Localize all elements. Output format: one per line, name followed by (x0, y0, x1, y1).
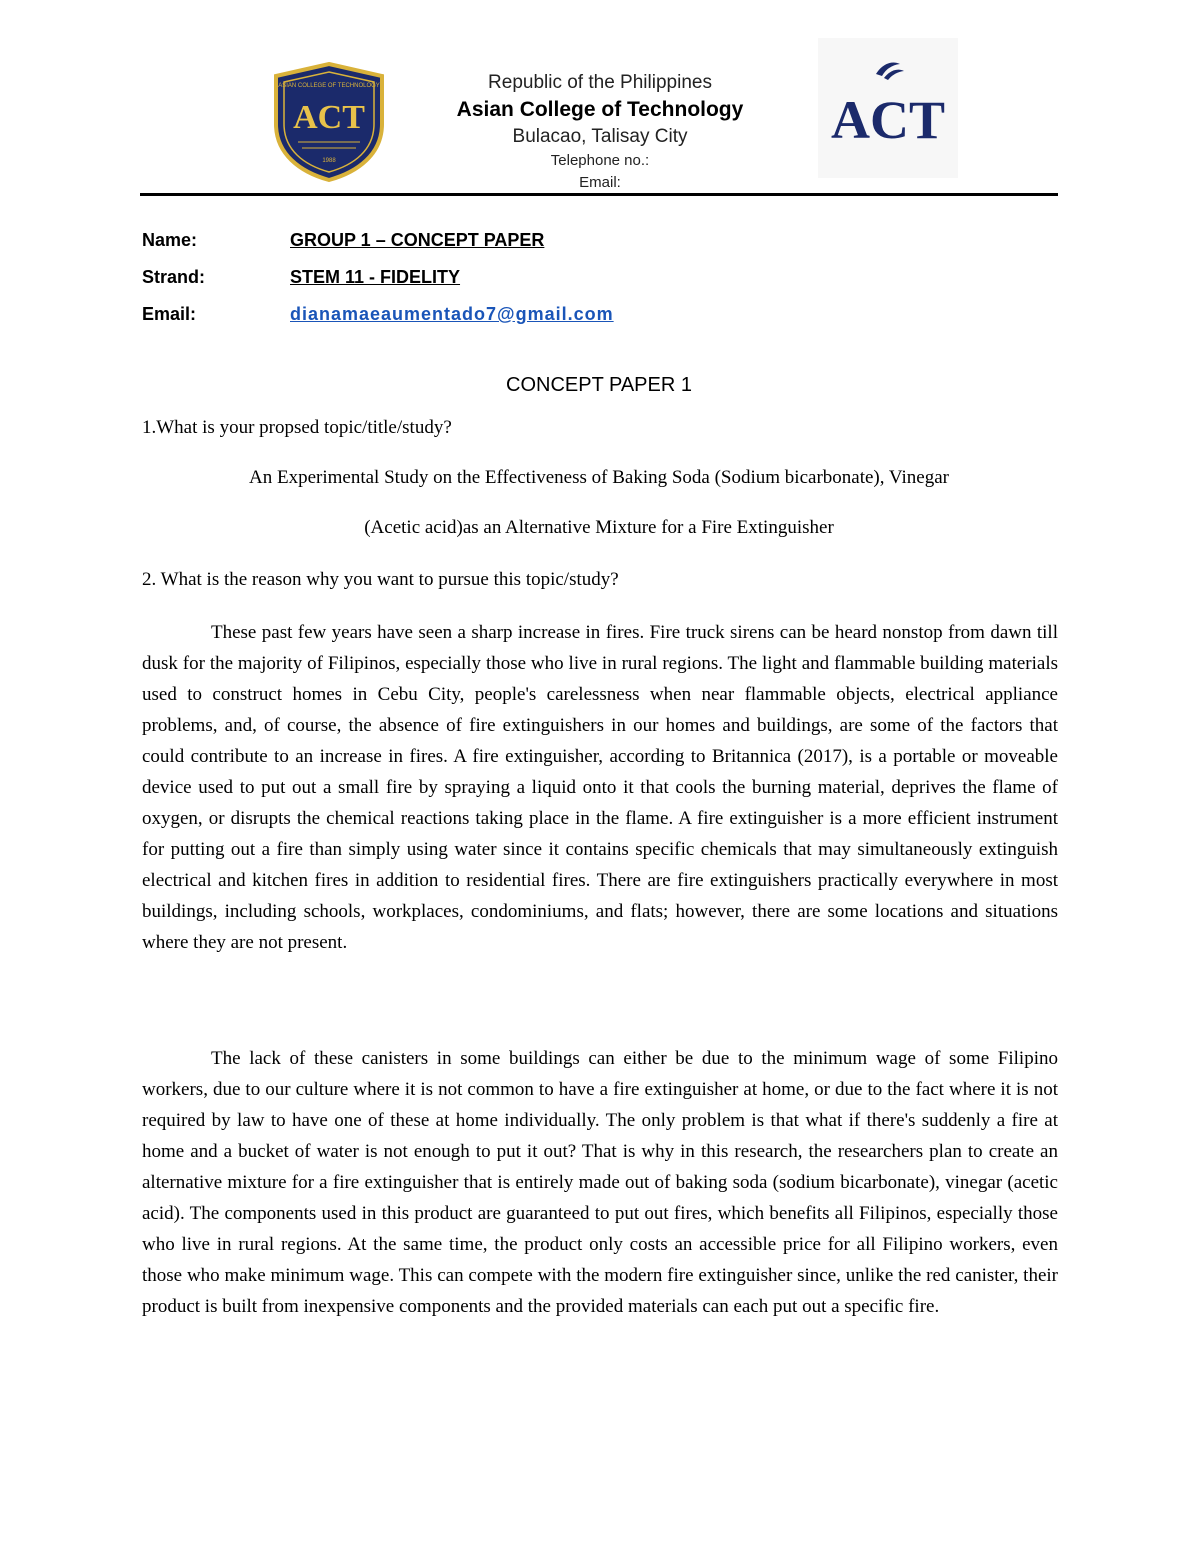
act-shield-logo (270, 62, 388, 182)
shield-logo-text: ACT (293, 99, 365, 136)
shield-ring-text: ASIAN COLLEGE OF TECHNOLOGY (278, 83, 380, 89)
college-name: Asian College of Technology (456, 98, 744, 121)
email-link[interactable]: dianamaeaumentado7@gmail.com (290, 304, 614, 324)
act-wordmark-logo (818, 38, 958, 178)
question-1: 1.What is your propsed topic/title/study? (142, 417, 452, 438)
college-address: Bulacao, Talisay City (512, 126, 688, 147)
wordmark-text: ACT (830, 90, 946, 150)
question-2: 2. What is the reason why you want to pursue this topic/study? (142, 569, 619, 590)
topic-line-1: An Experimental Study on the Effectiveness of Baking Soda (Sodium bicarbonate), Vinegar (249, 467, 949, 488)
telephone-line: Telephone no.: (550, 152, 650, 169)
name-value: GROUP 1 – CONCEPT PAPER (290, 230, 545, 250)
strand-value: STEM 11 - FIDELITY (290, 267, 461, 287)
email-label: Email: (142, 304, 197, 324)
email-line: Email: (579, 174, 621, 191)
republic-line: Republic of the Philippines (488, 72, 712, 93)
header-divider (140, 193, 1058, 196)
paragraph-2: The lack of these canisters in some buildings can either be due to the minimum wage of some Filipino workers, due to our culture where it is not common to have a fire extinguisher at home, or due to the fact where it is not required by law to have one of these at home individually. The only problem is that what if there's suddenly a fire at home and a bucket of water is not enough to put it out? That is why in this research, the researchers plan to create an alternative mixture for a fire extinguisher that is entirely made out of baking soda (sodium bicarbonate), vinegar (acetic acid). The components used in this product are guaranteed to put out fires, which benefits all Filipinos, especially those who live in rural regions. At the same time, the product only costs an accessible price for all Filipino workers, even those who make minimum wage. This can compete with the modern fire extinguisher since, unlike the red canister, their product is built from inexpensive components and the provided materials can each put out a specific fire. (142, 1048, 1058, 1317)
email-row (142, 296, 614, 333)
name-label: Name: (142, 230, 198, 250)
student-info (142, 222, 614, 333)
strand-label: Strand: (142, 267, 205, 287)
strand-row (142, 259, 614, 296)
paragraph-1: These past few years have seen a sharp increase in fires. Fire truck sirens can be heard nonstop from dawn till dusk for the majority of Filipinos, especially those who live in rural regions. The light and flammable building materials used to construct homes in Cebu City, people's carelessness when near flammable objects, electrical appliance problems, and, of course, the absence of fire extinguishers in our homes and buildings, are some of the factors that could contribute to an increase in fires. A fire extinguisher, according to Britannica (2017), is a portable or moveable device used to put out a small fire by spraying a liquid onto it that cools the burning material, deprives the flame of oxygen, or disrupts the chemical reactions taking place in the flame. A fire extinguisher is a more efficient instrument for putting out a fire than simply using water since it contains specific chemicals that may simultaneously extinguish electrical and kitchen fires in addition to residential fires. There are fire extinguishers practically everywhere in most buildings, including schools, workplaces, condominiums, and flats; however, there are some locations and situations where they are not present. (142, 622, 1058, 953)
shield-year: 1988 (322, 158, 336, 164)
topic-line-2: (Acetic acid)as an Alternative Mixture for a Fire Extinguisher (364, 517, 834, 538)
paper-title: CONCEPT PAPER 1 (506, 374, 692, 396)
letterhead (400, 70, 800, 194)
name-row (142, 222, 614, 259)
